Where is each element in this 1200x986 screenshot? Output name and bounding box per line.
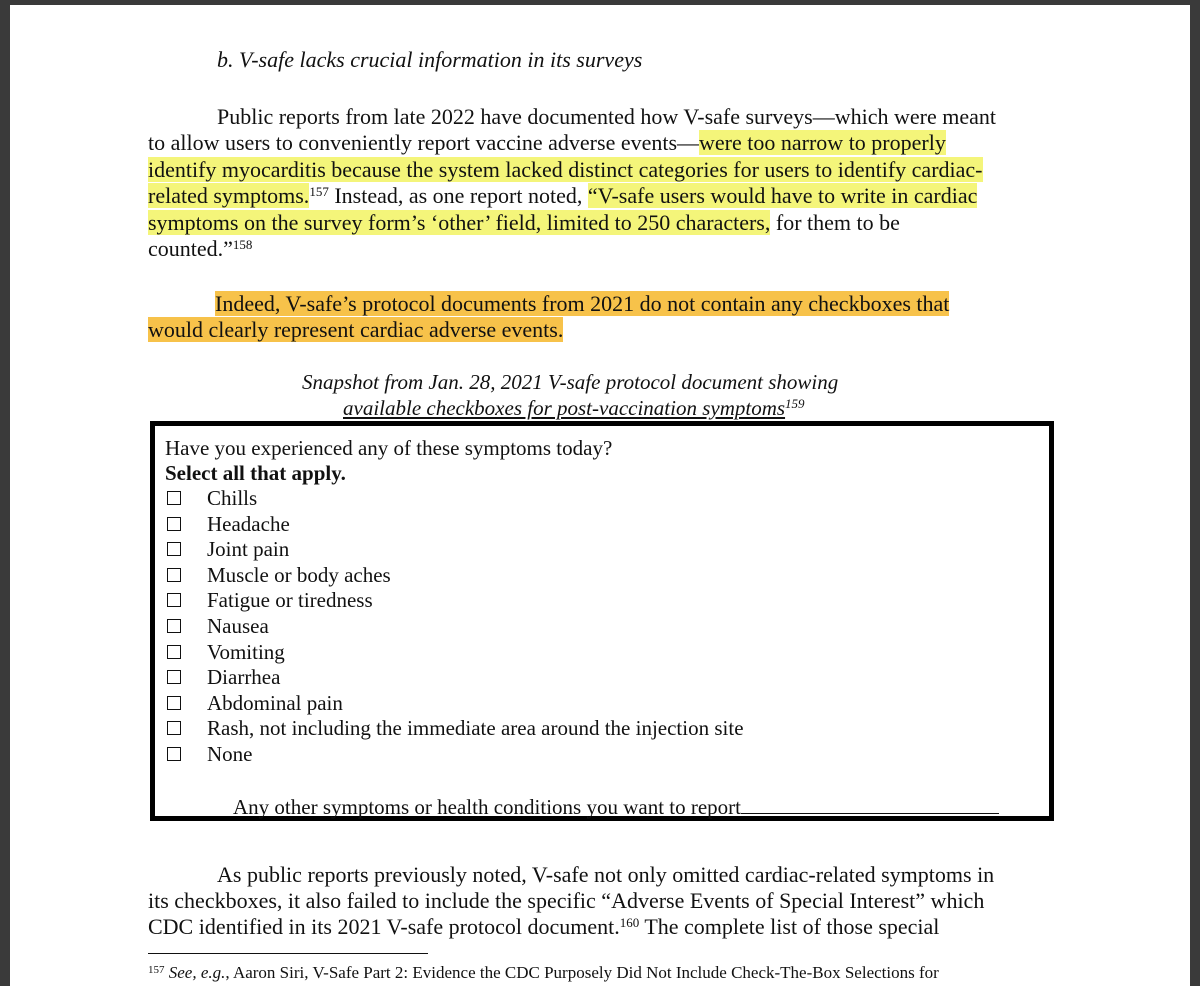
para1-line6 <box>148 236 252 262</box>
para1-line2-text: to allow users to conveniently report vaccine adverse events— <box>148 130 700 155</box>
checkbox[interactable] <box>167 747 181 761</box>
checkbox[interactable] <box>167 721 181 735</box>
footnote-separator <box>148 953 428 954</box>
checkbox-label: Muscle or body aches <box>207 562 391 587</box>
para1-line5-text: for them to be <box>770 210 900 235</box>
checkbox-label: None <box>207 742 253 766</box>
checkbox-label: Headache <box>207 511 290 536</box>
highlight-yellow: related symptoms. <box>148 183 310 208</box>
checkbox-label: Chills <box>207 486 258 510</box>
caption-line1: Snapshot from Jan. 28, 2021 V-safe protocol document showing <box>302 370 839 394</box>
para1-line1: Public reports from late 2022 have documented how V-safe surveys—which were meant <box>217 104 996 129</box>
para2-line2 <box>148 317 563 343</box>
checkbox[interactable] <box>167 645 181 659</box>
para3-line2: its checkboxes, it also failed to include the specific “Adverse Events of Special Interest” which <box>148 888 985 913</box>
footnote-see: See, e.g. <box>168 963 226 982</box>
footnote-number: 157 <box>148 964 165 976</box>
para1-line4-text: Instead, as one report noted, <box>328 183 588 208</box>
para3-line1: As public reports previously noted, V-safe not only omitted cardiac-related symptoms in <box>217 862 995 887</box>
checkbox[interactable] <box>167 670 181 684</box>
para1-line3 <box>148 157 983 183</box>
para2-line1 <box>215 291 949 317</box>
footnote-157 <box>148 963 939 983</box>
checkbox[interactable] <box>167 619 181 633</box>
checkbox[interactable] <box>167 517 181 531</box>
checkbox-label: Diarrhea <box>207 665 281 690</box>
survey-instruction: Select all that apply. <box>165 461 346 485</box>
para3-line3-text: CDC identified in its 2021 V-safe protocol document. <box>148 914 620 939</box>
checkbox-label: Rash, not including the immediate area around the injection site <box>207 716 744 741</box>
para1-line4 <box>148 183 977 209</box>
footnote-ref-157: 157 <box>309 184 329 199</box>
para3-line3-tail: The complete list of those special <box>639 914 940 939</box>
checkbox[interactable] <box>167 491 181 505</box>
para3-line3 <box>148 914 939 940</box>
caption-line2 <box>343 395 805 421</box>
section-heading: b. V-safe lacks crucial information in its surveys <box>217 47 643 72</box>
footnote-text: , Aaron Siri, V-Safe Part 2: Evidence the CDC Purposely Did Not Include Check-The-Box Selections for <box>225 963 939 982</box>
para1-line6-text: counted.” <box>148 236 233 261</box>
highlight-orange: Indeed, V-safe’s protocol documents from 2021 do not contain any checkboxes that <box>215 291 950 316</box>
other-symptoms-blank <box>741 795 999 814</box>
highlight-yellow: identify myocarditis because the system lacked distinct categories for users to identify cardiac- <box>148 157 983 182</box>
checkbox-label: Vomiting <box>207 639 285 664</box>
footnote-ref-158: 158 <box>232 237 253 252</box>
highlight-yellow: “V-safe users would have to write in cardiac <box>587 183 978 208</box>
highlight-orange: would clearly represent cardiac adverse events. <box>148 317 564 342</box>
para1-line2 <box>148 130 946 156</box>
window-frame-right <box>1190 0 1200 986</box>
window-frame-left <box>0 0 10 986</box>
checkbox[interactable] <box>167 696 181 710</box>
caption-line2-text: available checkboxes for post-vaccination symptoms <box>343 396 786 420</box>
checkbox[interactable] <box>167 593 181 607</box>
para1-line5 <box>148 210 900 236</box>
highlight-yellow: were too narrow to properly <box>699 130 946 155</box>
checkbox-label: Fatigue or tiredness <box>207 588 373 613</box>
other-symptoms-text: Any other symptoms or health conditions you want to report <box>233 795 742 819</box>
other-symptoms-prompt <box>233 795 999 819</box>
checkbox-label: Abdominal pain <box>207 690 343 715</box>
survey-question: Have you experienced any of these symptoms today? <box>165 436 613 460</box>
checkbox-label: Joint pain <box>207 537 290 562</box>
footnote-ref-160: 160 <box>619 915 640 930</box>
checkbox[interactable] <box>167 542 181 556</box>
survey-snapshot-box <box>150 421 1054 821</box>
footnote-ref-159: 159 <box>785 396 805 411</box>
checkbox-label: Nausea <box>207 614 269 638</box>
checkbox[interactable] <box>167 568 181 582</box>
highlight-yellow: symptoms on the survey form’s ‘other’ field, limited to 250 characters, <box>148 210 771 235</box>
